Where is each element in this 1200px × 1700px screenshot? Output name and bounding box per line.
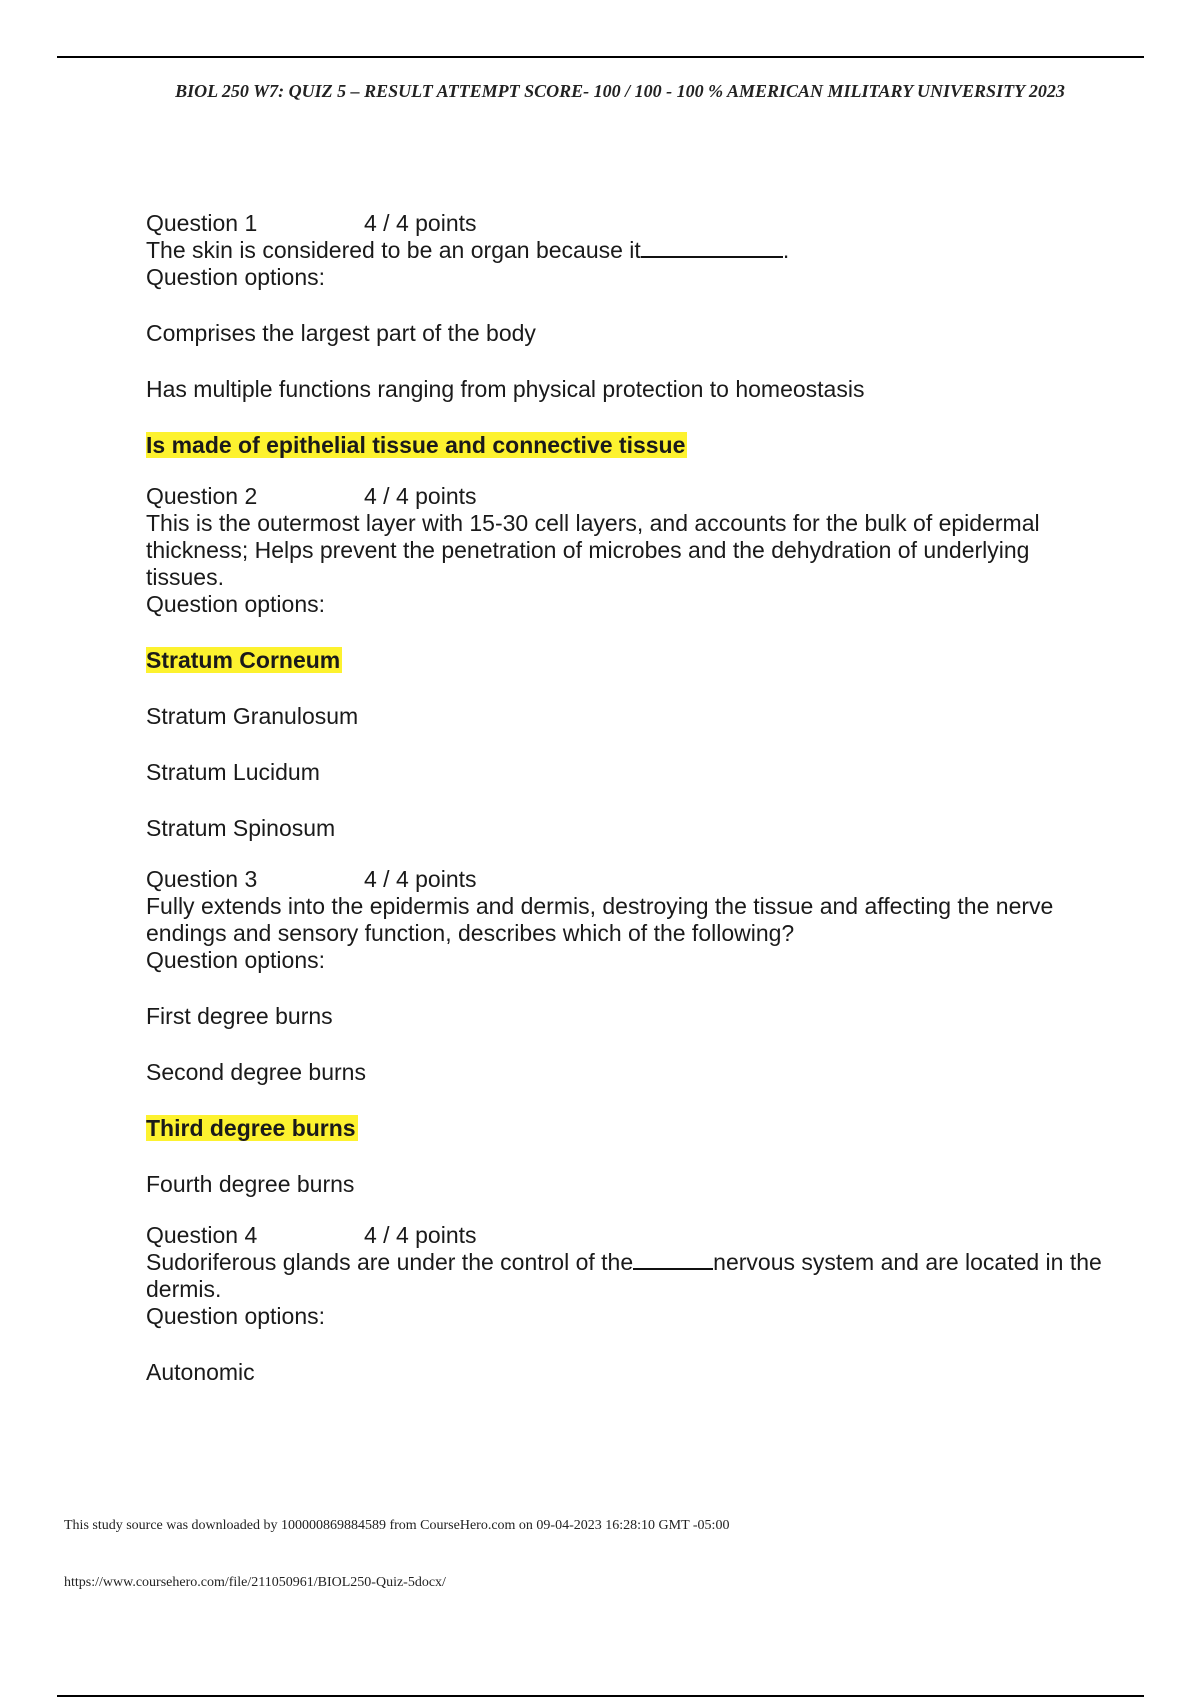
answer-option-correct: Third degree burns <box>146 1115 356 1141</box>
answer-option: First degree burns <box>146 1003 333 1029</box>
question-options-label: Question options: <box>146 1303 326 1329</box>
question-4 <box>146 1222 1106 1386</box>
question-number: Question 3 <box>146 866 258 892</box>
question-1 <box>146 210 1106 459</box>
question-header <box>146 1222 1106 1249</box>
answer-option: Comprises the largest part of the body <box>146 320 536 346</box>
question-options-label: Question options: <box>146 947 326 973</box>
answer-option: Has multiple functions ranging from physical protection to homeostasis <box>146 376 865 402</box>
answer-option-correct: Is made of epithelial tissue and connective tissue <box>146 432 686 458</box>
answer-option: Autonomic <box>146 1359 255 1385</box>
question-text <box>146 237 1106 264</box>
answer-option: Stratum Granulosum <box>146 703 359 729</box>
question-number: Question 1 <box>146 210 258 236</box>
question-points: 4 / 4 points <box>364 1222 477 1248</box>
quiz-content <box>146 210 1106 1386</box>
answer-option: Fourth degree burns <box>146 1171 355 1197</box>
question-number: Question 2 <box>146 483 258 509</box>
question-options-label: Question options: <box>146 591 326 617</box>
question-2 <box>146 483 1106 842</box>
question-number: Question 4 <box>146 1222 258 1248</box>
top-rule <box>57 56 1144 58</box>
question-text: This is the outermost layer with 15-30 cell layers, and accounts for the bulk of epidermal thickness; Helps prevent the penetration of microbes and the dehydration of underlying tissues. <box>146 510 1040 590</box>
download-note: This study source was downloaded by 100000869884589 from CourseHero.com on 09-04-2023 16:28:10 GMT -05:00 <box>64 1518 730 1533</box>
answer-option: Second degree burns <box>146 1059 366 1085</box>
question-text-part: nervous system and are located in the dermis. <box>146 1249 1102 1302</box>
question-header <box>146 483 1106 510</box>
question-points: 4 / 4 points <box>364 483 477 509</box>
answer-blank <box>633 1250 713 1270</box>
question-header <box>146 866 1106 893</box>
document-title: BIOL 250 W7: QUIZ 5 – RESULT ATTEMPT SCORE- 100 / 100 - 100 % AMERICAN MILITARY UNIVERSITY 2023 <box>175 81 1065 101</box>
question-header <box>146 210 1106 237</box>
bottom-rule <box>57 1695 1144 1697</box>
question-text <box>146 1249 1106 1303</box>
question-text-part: The skin is considered to be an organ because it <box>146 237 641 263</box>
answer-option-correct: Stratum Corneum <box>146 647 341 673</box>
question-points: 4 / 4 points <box>364 210 477 236</box>
answer-option: Stratum Spinosum <box>146 815 336 841</box>
question-points: 4 / 4 points <box>364 866 477 892</box>
question-text: Fully extends into the epidermis and dermis, destroying the tissue and affecting the nerve endings and sensory function, describes which of the following? <box>146 893 1054 946</box>
question-text-part: . <box>782 237 790 263</box>
question-options-label: Question options: <box>146 264 326 290</box>
answer-option: Stratum Lucidum <box>146 759 320 785</box>
question-text-part: Sudoriferous glands are under the control of the <box>146 1249 634 1275</box>
source-url[interactable]: https://www.coursehero.com/file/211050961/BIOL250-Quiz-5docx/ <box>64 1575 446 1590</box>
question-3 <box>146 866 1106 1198</box>
answer-blank <box>641 238 783 258</box>
